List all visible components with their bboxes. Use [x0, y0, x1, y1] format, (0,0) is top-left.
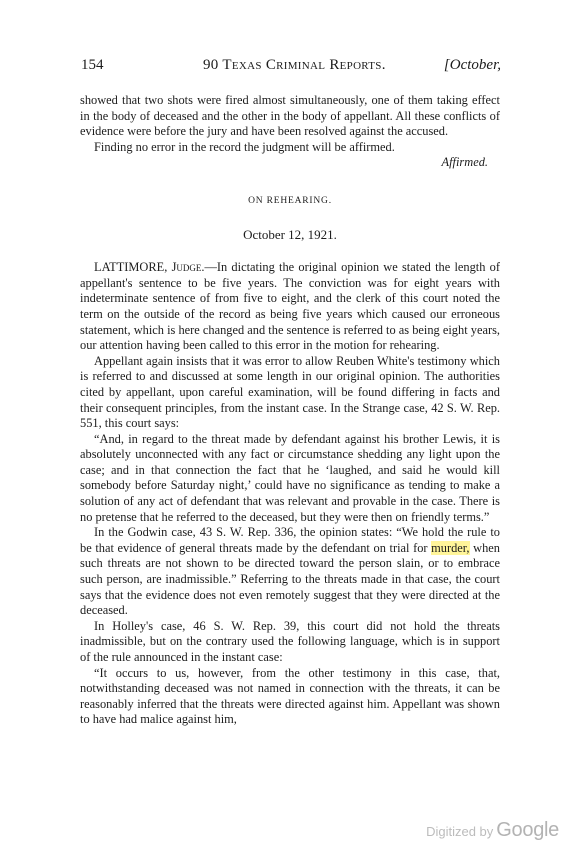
- running-title: 90 Texas Criminal Reports.: [203, 57, 386, 73]
- holley-case-quote: “It occurs to us, however, from the other testimony in this case, that, notwithstanding deceased was not named in connection with the threats, it can be reasonably inferred that the threats were directed against him. Appellant was shown to have had malice against him,: [80, 665, 500, 727]
- opinion-date: October 12, 1921.: [243, 226, 337, 242]
- affirmed-label: Affirmed.: [441, 155, 488, 170]
- watermark-prefix: Digitized by: [426, 824, 494, 839]
- judgment-paragraph: Finding no error in the record the judgment will be affirmed.: [94, 139, 395, 154]
- rehearing-paragraph-1-text: —In dictating the original opinion we stated the length of appellant's sentence to be five years. The conviction was for eight years with indeterminate sentence of from five to eight, and the clerk of this court noted the term on the outside of the record as being five years which caused our erroneous statement, which is here changed and the sentence is referred to as being eight years, our attention having been called to this error in the motion for rehearing.: [80, 260, 500, 353]
- godwin-case-paragraph: [80, 525, 500, 619]
- running-date: [October,: [443, 57, 501, 73]
- strange-case-quote: “And, in regard to the threat made by defendant against his brother Lewis, it is absolutely unconnected with any fact or circumstance shedding any light upon the case; and in that connection the fact that he ‘laughed, and said he would kill somebody before Saturday night,’ could have no significance as tending to make a solution of any act of defendant that was relevant and provable in the case. There is no pretense that he referred to the deceased, but they were then on friendly terms.”: [80, 431, 500, 524]
- digitized-watermark: [426, 819, 559, 842]
- google-logo: Google: [496, 819, 559, 841]
- section-heading: ON REHEARING.: [248, 195, 332, 206]
- highlighted-search-term: murder,: [431, 540, 470, 555]
- body-text: [80, 93, 500, 728]
- opening-paragraph: showed that two shots were fired almost simultaneously, one of them taking effect in the body of deceased and the other in the body of appellant. All these conflicts of evidence were before the jury and have been resolved against the accused.: [80, 93, 500, 139]
- godwin-text-before: In the Godwin case, 43 S. W. Rep. 336, the opinion states: “We hold the rule to be that evidence of general threats made by the defendant on trial for: [80, 525, 500, 555]
- running-header: [81, 57, 501, 77]
- godwin-text-after: when such threats are not shown to be directed toward the person slain, or to embrace such person, are inadmissible.” Referring to the threats made in that case, the court says that the evidence does not even remotely suggest that they were directed at the deceased.: [80, 540, 500, 618]
- holley-case-paragraph: In Holley's case, 46 S. W. Rep. 39, this court did not hold the threats inadmissible, but on the contrary used the following language, which is in support of the rule announced in the instant case:: [80, 618, 500, 664]
- judge-title: Judge.: [171, 260, 205, 275]
- page-number: 154: [81, 57, 104, 73]
- rehearing-paragraph-1: [80, 260, 500, 354]
- judge-name: LATTIMORE,: [94, 260, 168, 275]
- rehearing-paragraph-2: Appellant again insists that it was error to allow Reuben White's testimony which is referred to and discussed at some length in our original opinion. The authorities cited by appellant, upon careful examination, will be found differing in facts and their consequent principles, from the instant case. In the Strange case, 42 S. W. Rep. 551, this court says:: [80, 353, 500, 431]
